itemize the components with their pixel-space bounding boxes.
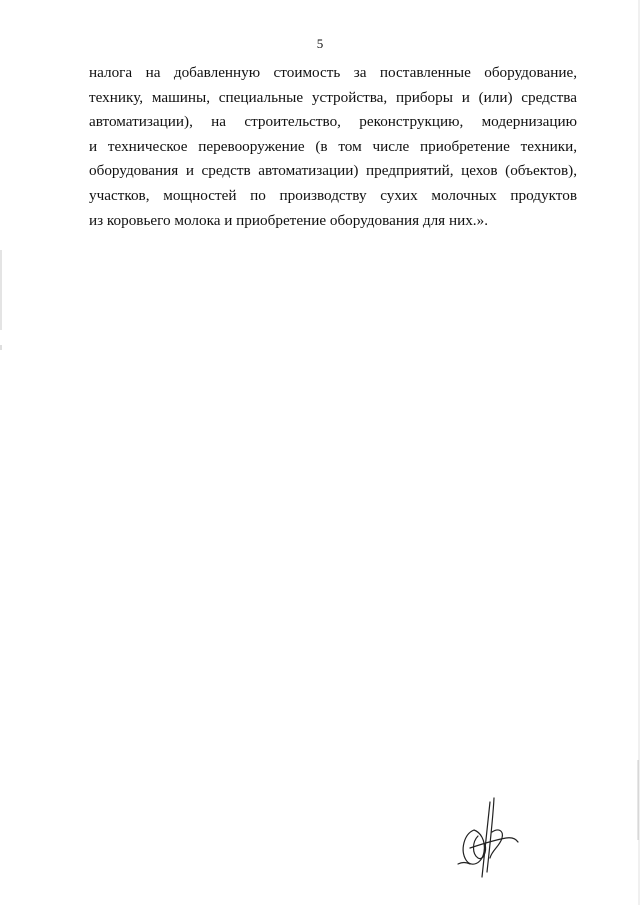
scan-edge-left: [0, 0, 4, 905]
body-paragraph: [89, 61, 577, 233]
handwritten-signature: [452, 792, 522, 884]
paragraph-line: оборудования и средств автоматизации) предприятий, цехов (объектов),: [89, 162, 577, 180]
paragraph-line: из коровьего молока и приобретение оборудования для них.».: [89, 211, 488, 229]
paragraph-line: и техническое перевооружение (в том числе приобретение техники,: [89, 137, 577, 155]
paragraph-line: участков, мощностей по производству сухих молочных продуктов: [89, 186, 577, 204]
page-number: 5: [316, 36, 324, 51]
paragraph-line: налога на добавленную стоимость за поставленные оборудование,: [89, 64, 577, 81]
scan-edge-right: [636, 0, 640, 905]
paragraph-line: технику, машины, специальные устройства, приборы и (или) средства: [89, 88, 577, 106]
paragraph-line: автоматизации), на строительство, реконструкцию, модернизацию: [89, 113, 577, 131]
